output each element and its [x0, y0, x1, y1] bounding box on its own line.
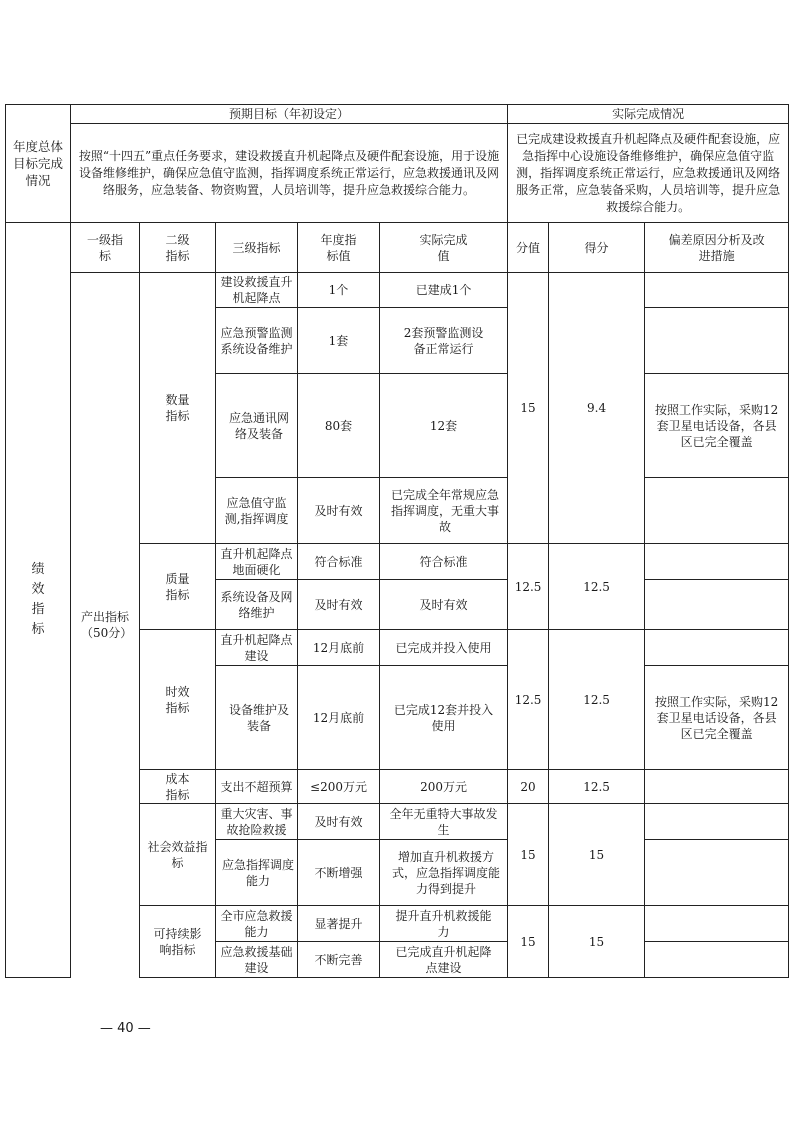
cost-row1-actual: 200万元: [380, 770, 508, 804]
header-level1: 一级指标: [71, 223, 140, 273]
quantity-row4-reason: [645, 478, 789, 544]
quality-score: 12.5: [508, 544, 549, 630]
quality-row1-reason: [645, 544, 789, 580]
sustain-score: 15: [508, 906, 549, 978]
sustain-row2-actual: 已完成直升机起降点建设: [380, 942, 508, 978]
timeliness-row2-reason: 按照工作实际，采购12套卫星电话设备，各县区已完全覆盖: [645, 666, 789, 770]
sustain-got-score: 15: [549, 906, 645, 978]
timeliness-row1-reason: [645, 630, 789, 666]
quantity-got-score: 9.4: [549, 273, 645, 544]
timeliness-row1-target: 12月底前: [298, 630, 380, 666]
quality-row2-level3: 系统设备及网络维护: [216, 580, 298, 630]
header-actual-value: 实际完成值: [380, 223, 508, 273]
quantity-row4-target: 及时有效: [298, 478, 380, 544]
quantity-row4-actual: 已完成全年常规应急指挥调度，无重大事故: [380, 478, 508, 544]
quantity-row2-reason: [645, 308, 789, 374]
timeliness-score: 12.5: [508, 630, 549, 770]
cost-score: 20: [508, 770, 549, 804]
social-row1-reason: [645, 804, 789, 840]
social-row1-target: 及时有效: [298, 804, 380, 840]
timeliness-got-score: 12.5: [549, 630, 645, 770]
quality-row2-target: 及时有效: [298, 580, 380, 630]
cost-row1-level3: 支出不超预算: [216, 770, 298, 804]
sustain-indicator-label: 可持续影响指标: [140, 906, 216, 978]
social-row2-actual: 增加直升机救援方式，应急指挥调度能力得到提升: [380, 840, 508, 906]
timeliness-row2-level3: 设备维护及装备: [216, 666, 298, 770]
sustain-row1-reason: [645, 906, 789, 942]
cost-got-score: 12.5: [549, 770, 645, 804]
quantity-row1-level3: 建设救援直升机起降点: [216, 273, 298, 308]
header-annual-target: 年度指标值: [298, 223, 380, 273]
social-row1-level3: 重大灾害、事故抢险救援: [216, 804, 298, 840]
social-row2-reason: [645, 840, 789, 906]
timeliness-row2-target: 12月底前: [298, 666, 380, 770]
quantity-row3-level3: 应急通讯网络及装备: [216, 374, 298, 478]
performance-table: [5, 104, 789, 978]
social-indicator-label: 社会效益指标: [140, 804, 216, 906]
page-number: — 40 —: [100, 1021, 151, 1036]
social-row1-actual: 全年无重特大事故发生: [380, 804, 508, 840]
quality-row2-reason: [645, 580, 789, 630]
quality-got-score: 12.5: [549, 544, 645, 630]
quantity-row1-actual: 已建成1个: [380, 273, 508, 308]
quantity-row2-target: 1套: [298, 308, 380, 374]
sustain-row2-reason: [645, 942, 789, 978]
cost-row1-target: ≤200万元: [298, 770, 380, 804]
summary-row-label: 年度总体目标完成情况: [6, 105, 71, 223]
quality-row2-actual: 及时有效: [380, 580, 508, 630]
cost-indicator-label: 成本指标: [140, 770, 216, 804]
quality-row1-level3: 直升机起降点地面硬化: [216, 544, 298, 580]
quantity-row1-target: 1个: [298, 273, 380, 308]
expected-goal-text: 按照“十四五”重点任务要求，建设救援直升机起降点及硬件配套设施，用于设施设备维修维护，确保应急值守监测，指挥调度系统正常运行，应急救援通讯及网络服务，应急装备、物资购置，人员培训等，提升应急救援综合能力。: [71, 124, 508, 223]
quantity-row3-actual: 12套: [380, 374, 508, 478]
quantity-row3-target: 80套: [298, 374, 380, 478]
actual-completion-text: 已完成建设救援直升机起降点及硬件配套设施，应急指挥中心设施设备维修维护，确保应急值守监测，指挥调度系统正常运行，应急救援通讯及网络服务正常，应急装备采购，人员培训等，提升应急救援综合能力。: [508, 124, 789, 223]
header-level3: 三级指标: [216, 223, 298, 273]
sustain-row1-level3: 全市应急救援能力: [216, 906, 298, 942]
level1-output-label: 产出指标（50分）: [71, 273, 140, 978]
cost-row1-reason: [645, 770, 789, 804]
quantity-row2-actual: 2套预警监测设备正常运行: [380, 308, 508, 374]
sustain-row2-level3: 应急救援基础建设: [216, 942, 298, 978]
timeliness-row1-level3: 直升机起降点建设: [216, 630, 298, 666]
header-score: 分值: [508, 223, 549, 273]
quantity-score: 15: [508, 273, 549, 544]
expected-goal-header: 预期目标（年初设定）: [71, 105, 508, 124]
timeliness-indicator-label: 时效指标: [140, 630, 216, 770]
sustain-row1-target: 显著提升: [298, 906, 380, 942]
timeliness-row2-actual: 已完成12套并投入使用: [380, 666, 508, 770]
social-got-score: 15: [549, 804, 645, 906]
social-score: 15: [508, 804, 549, 906]
header-got-score: 得分: [549, 223, 645, 273]
social-row2-target: 不断增强: [298, 840, 380, 906]
header-level2: 二级指标: [140, 223, 216, 273]
quality-row1-target: 符合标准: [298, 544, 380, 580]
quantity-row2-level3: 应急预警监测系统设备维护: [216, 308, 298, 374]
quantity-indicator-label: 数量指标: [140, 273, 216, 544]
sustain-row2-target: 不断完善: [298, 942, 380, 978]
header-deviation-reason: 偏差原因分析及改进措施: [645, 223, 789, 273]
sustain-row1-actual: 提升直升机救援能力: [380, 906, 508, 942]
timeliness-row1-actual: 已完成并投入使用: [380, 630, 508, 666]
quantity-row3-reason: 按照工作实际，采购12套卫星电话设备，各县区已完全覆盖: [645, 374, 789, 478]
performance-side-label: 绩效指标: [6, 223, 71, 978]
social-row2-level3: 应急指挥调度能力: [216, 840, 298, 906]
quality-indicator-label: 质量指标: [140, 544, 216, 630]
quantity-row1-reason: [645, 273, 789, 308]
quantity-row4-level3: 应急值守监测,指挥调度: [216, 478, 298, 544]
actual-completion-header: 实际完成情况: [508, 105, 789, 124]
quality-row1-actual: 符合标准: [380, 544, 508, 580]
